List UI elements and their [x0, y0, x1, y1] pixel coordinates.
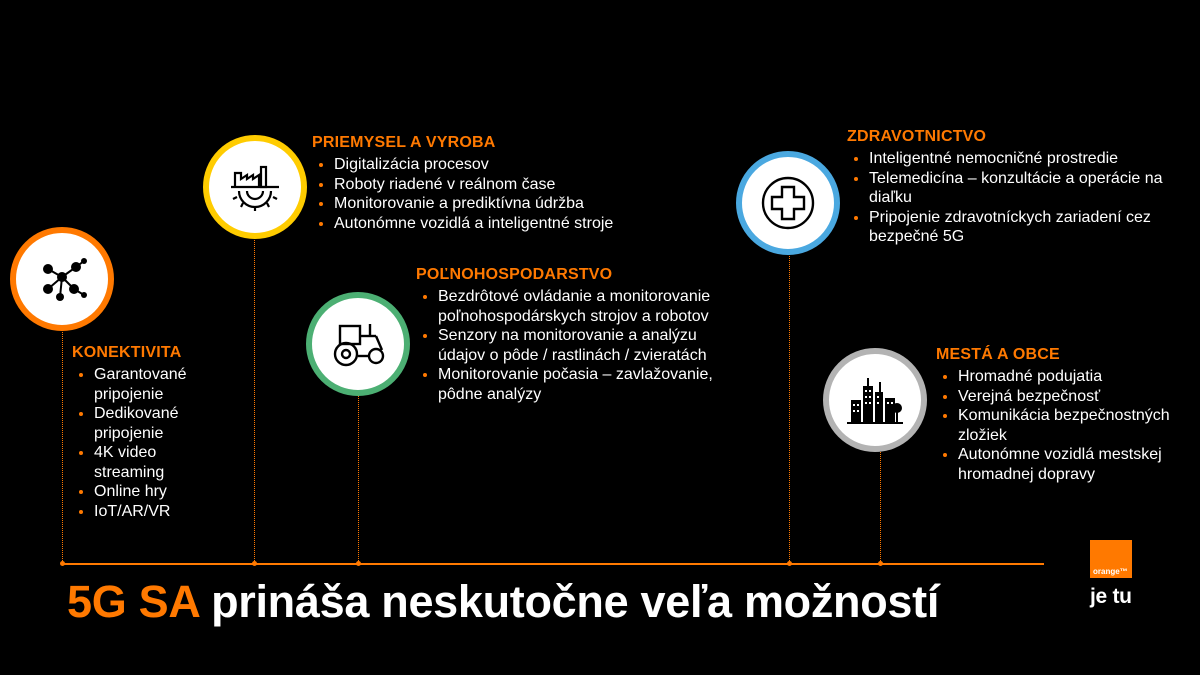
polnohospodarstvo-circle: [306, 292, 410, 396]
list-item: Autonómne vozidlá mestskej hromadnej dopravy: [958, 445, 1186, 484]
list-item: IoT/AR/VR: [94, 502, 212, 522]
timeline-dot: [60, 561, 65, 566]
list-item: Monitorovanie a prediktívna údržba: [334, 194, 652, 214]
list-item: Verejná bezpečnosť: [958, 387, 1186, 407]
priemysel-circle: [203, 135, 307, 239]
list-item: Bezdrôtové ovládanie a monitorovanie poľnohospodárskych strojov a robotov: [438, 287, 736, 326]
list-item: Senzory na monitorovanie a analýzu údajov o pôde / rastlinách / zvieratách: [438, 326, 736, 365]
konektivita-list: [72, 365, 212, 521]
title-rest: prináša neskutočne veľa možností: [211, 576, 940, 627]
list-item: Hromadné podujatia: [958, 367, 1186, 387]
zdravotnictvo-circle: [736, 151, 840, 255]
brand-tagline: je tu: [1090, 585, 1132, 608]
list-item: Pripojenie zdravotníckych zariadení cez bezpečné 5G: [869, 208, 1167, 247]
konektivita-circle: [10, 227, 114, 331]
timeline-dot: [787, 561, 792, 566]
polnohospodarstvo-heading: POĽNOHOSPODARSTVO: [416, 266, 613, 283]
list-item: 4K video streaming: [94, 443, 212, 482]
page-title: [67, 574, 939, 630]
mesta-list: [936, 367, 1186, 484]
list-item: Telemedicína – konzultácie a operácie na diaľku: [869, 169, 1167, 208]
timeline-dot: [356, 561, 361, 566]
timeline-dot: [252, 561, 257, 566]
konektivita-block: [72, 343, 212, 521]
logo-text: orange™: [1093, 567, 1128, 576]
list-item: Komunikácia bezpečnostných zložiek: [958, 406, 1186, 445]
tractor-icon: [326, 316, 390, 372]
polnohospodarstvo-stem: [358, 394, 359, 563]
orange-logo: [1090, 540, 1132, 578]
priemysel-heading: PRIEMYSEL A VYROBA: [312, 134, 496, 151]
timeline-baseline: [62, 563, 1044, 565]
network-nodes-icon: [34, 251, 90, 307]
zdravotnictvo-list: [847, 149, 1167, 247]
polnohospodarstvo-list: [416, 287, 736, 404]
polnohospodarstvo-block: [416, 265, 736, 404]
list-item: Monitorovanie počasia – zavlažovanie, pôdne analýzy: [438, 365, 736, 404]
priemysel-list: [312, 155, 652, 233]
list-item: Digitalizácia procesov: [334, 155, 652, 175]
konektivita-stem: [62, 330, 63, 563]
zdravotnictvo-stem: [789, 254, 790, 563]
mesta-heading: MESTÁ A OBCE: [936, 346, 1060, 363]
list-item: Inteligentné nemocničné prostredie: [869, 149, 1167, 169]
timeline-dot: [878, 561, 883, 566]
factory-gear-icon: [225, 157, 285, 217]
list-item: Online hry: [94, 482, 212, 502]
priemysel-stem: [254, 238, 255, 563]
priemysel-block: [312, 133, 652, 233]
zdravotnictvo-heading: ZDRAVOTNICTVO: [847, 128, 987, 145]
city-buildings-icon: [845, 370, 905, 430]
list-item: Dedikované pripojenie: [94, 404, 212, 443]
list-item: Roboty riadené v reálnom čase: [334, 175, 652, 195]
medical-cross-icon: [758, 173, 818, 233]
list-item: Autonómne vozidlá a inteligentné stroje: [334, 214, 652, 234]
konektivita-heading: KONEKTIVITA: [72, 344, 182, 361]
mesta-stem: [880, 452, 881, 563]
list-item: Garantované pripojenie: [94, 365, 212, 404]
mesta-block: [936, 345, 1186, 484]
mesta-circle: [823, 348, 927, 452]
zdravotnictvo-block: [847, 127, 1167, 247]
title-accent: 5G SA: [67, 576, 199, 627]
